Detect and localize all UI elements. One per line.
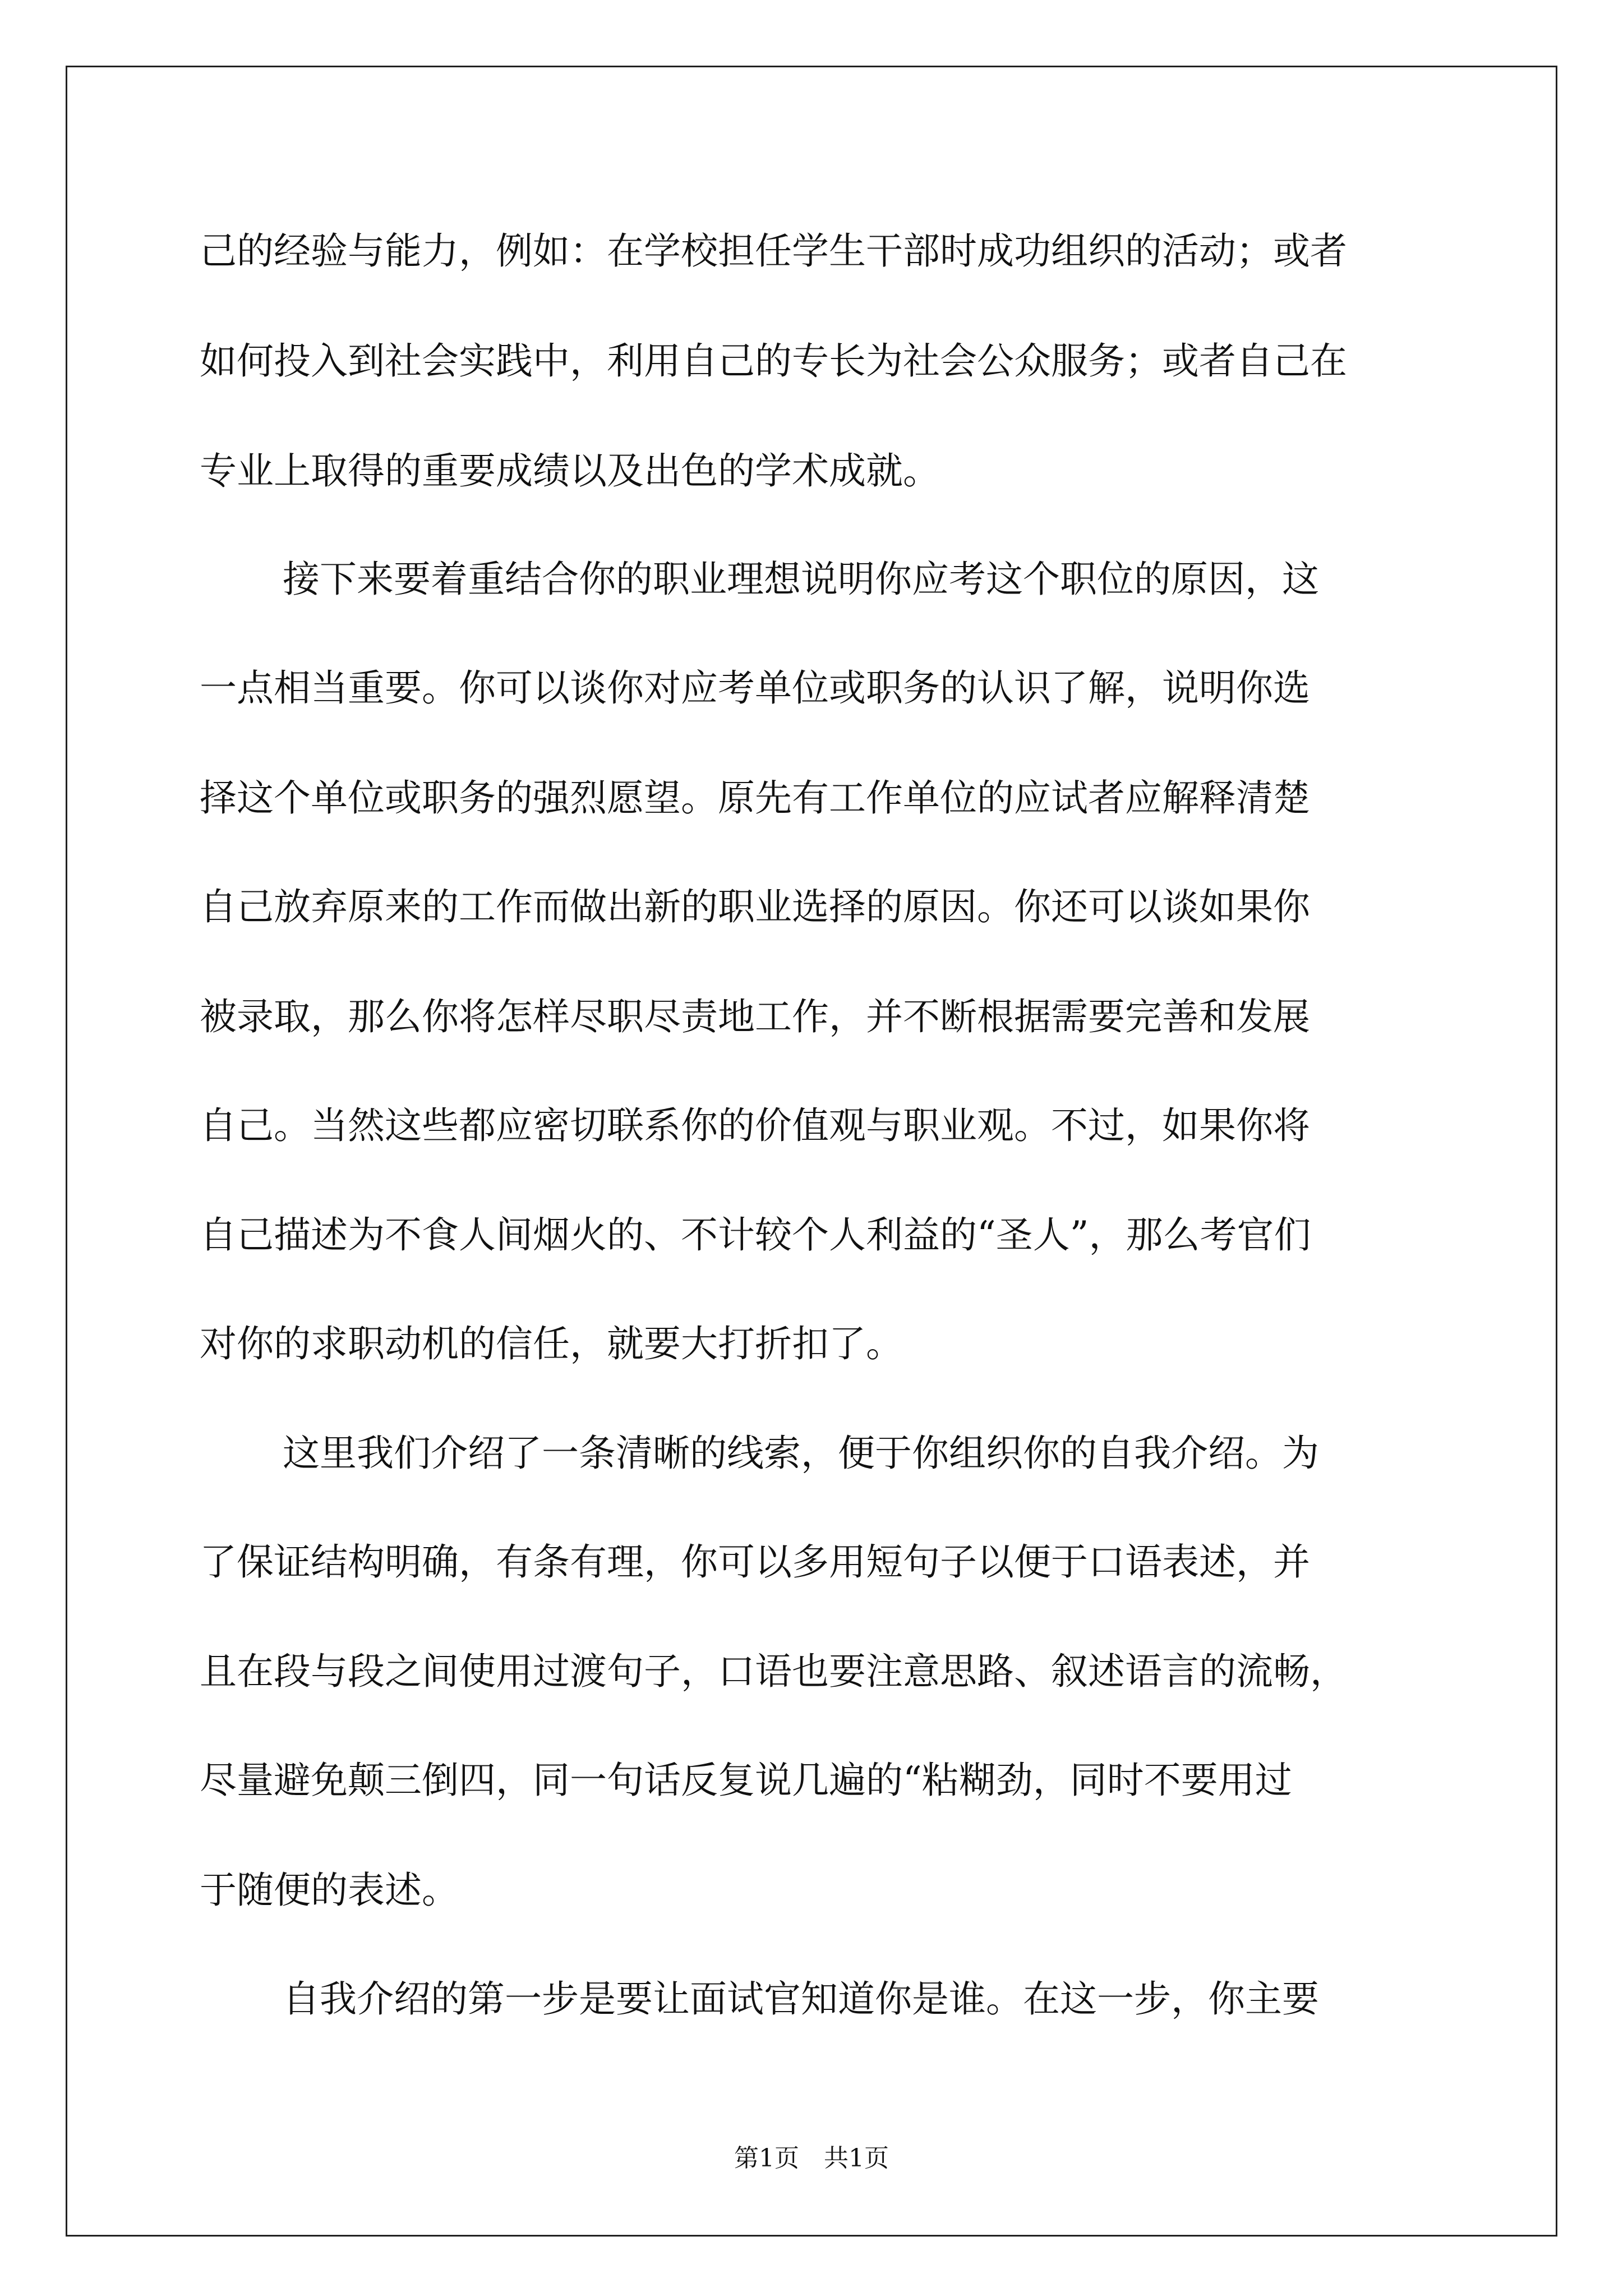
text-line: 己的经验与能力，例如：在学校担任学生干部时成功组织的活动；或者 — [200, 229, 1347, 273]
page-number: 第1页 — [734, 2144, 799, 2173]
page-total: 共1页 — [824, 2144, 889, 2173]
text-line: 且在段与段之间使用过渡句子，口语也要注意思路、叙述语言的流畅， — [200, 1650, 1347, 1693]
text-line: 如何投入到社会实践中，利用自己的专长为社会公众服务；或者自己在 — [200, 339, 1347, 383]
text-line: 了保证结构明确，有条有理，你可以多用短句子以便于口语表述，并 — [200, 1540, 1310, 1584]
text-line: 尽量避免颠三倒四，同一句话反复说几遍的“粘糊劲，同时不要用过 — [200, 1759, 1292, 1802]
text-line: 这里我们介绍了一条清晰的线索，便于你组织你的自我介绍。为 — [283, 1432, 1319, 1475]
text-line: 接下来要着重结合你的职业理想说明你应考这个职位的原因，这 — [283, 558, 1319, 601]
text-line: 自己描述为不食人间烟火的、不计较个人利益的“圣人”，那么考官们 — [200, 1213, 1311, 1257]
text-line: 自我介绍的第一步是要让面试官知道你是谁。在这一步，你主要 — [283, 1977, 1319, 2021]
text-line: 于随便的表述。 — [200, 1869, 459, 1912]
text-line: 自己。当然这些都应密切联系你的价值观与职业观。不过，如果你将 — [200, 1104, 1310, 1147]
text-line: 一点相当重要。你可以谈你对应考单位或职务的认识了解，说明你选 — [200, 666, 1310, 710]
text-line: 被录取，那么你将怎样尽职尽责地工作，并不断根据需要完善和发展 — [200, 995, 1310, 1038]
text-line: 专业上取得的重要成绩以及出色的学术成就。 — [200, 449, 940, 493]
text-line: 择这个单位或职务的强烈愿望。原先有工作单位的应试者应解释清楚 — [200, 776, 1310, 820]
text-line: 自己放弃原来的工作而做出新的职业选择的原因。你还可以谈如果你 — [200, 885, 1310, 928]
text-line: 对你的求职动机的信任，就要大打折扣了。 — [200, 1322, 903, 1365]
page-footer — [0, 2143, 1623, 2174]
